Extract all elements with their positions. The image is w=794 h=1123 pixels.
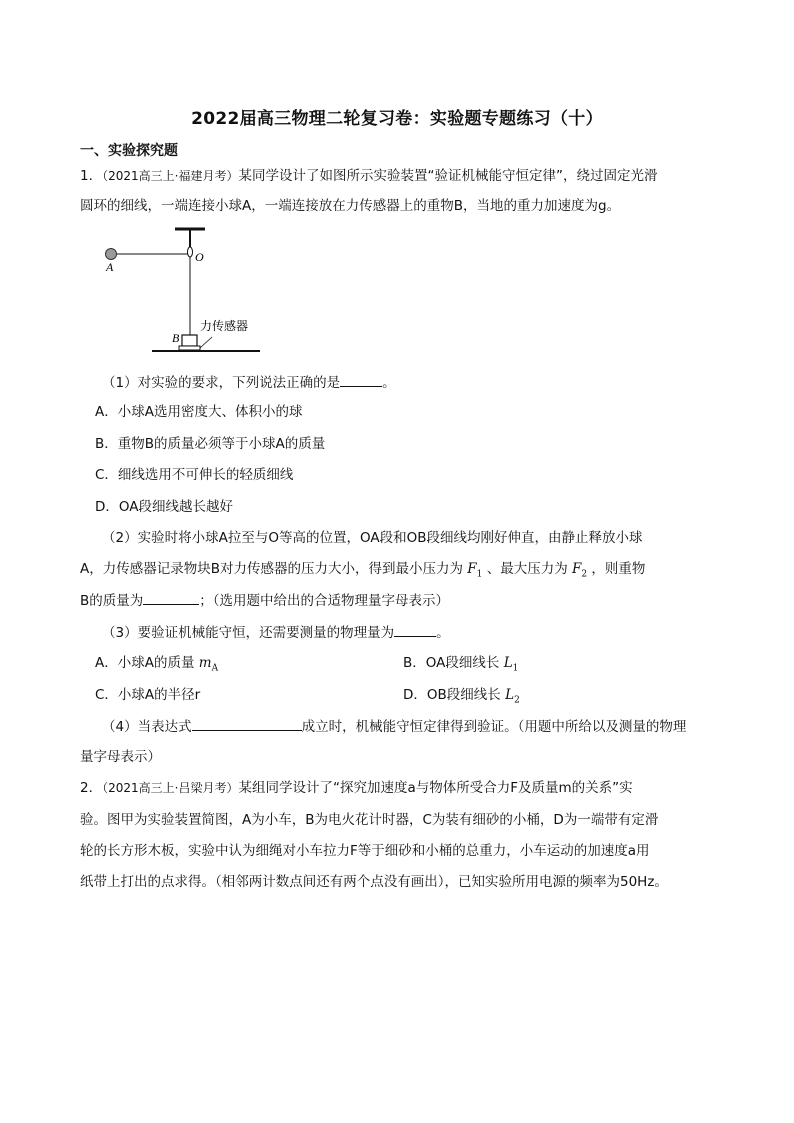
q2-stem-line-1: 2．（2021高三上·吕梁月考）某组同学设计了“探究加速度a与物体所受合力F及质量m的关系”实 [80,780,633,796]
answer-blank-4[interactable] [192,716,302,731]
q1-p3-option-c[interactable]: C．小球A的半径r [95,687,201,703]
q1-p1-option-b[interactable]: B．重物B的质量必须等于小球A的质量 [95,436,326,452]
label-sensor: 力传感器 [200,319,249,333]
label-a: A [106,260,114,274]
q1-source: （2021高三上·福建月考） [102,169,239,183]
q1-stem-line-2: 圆环的细线，一端连接小球A，一端连接放在力传感器上的重物B，当地的重力加速度为g。 [80,198,621,214]
answer-blank-2[interactable] [143,590,199,605]
q1-p1-option-d[interactable]: D．OA段细线越长越好 [95,499,234,515]
q2-stem-line-3: 轮的长方形木板，实验中认为细绳对小车拉力F等于细砂和小桶的总重力，小车运动的加速度a用 [80,843,650,859]
symbol-f1: $F_1$ [467,561,483,580]
q1-part2-line-2: A，力传感器记录物块B对力传感器的压力大小，得到最小压力为 $F_1$ 、最大压力为 $F_2$ ，则重物 [80,561,646,580]
q2-number: 2． [80,780,103,796]
q1-part1-prompt: （1）对实验的要求，下列说法正确的是 。 [102,372,396,393]
q1-stem-line-1 [80,166,657,186]
q1-part2-line-3: B的质量为 ；（选用题中给出的合适物理量字母表示） [80,590,449,611]
q2-source: （2021高三上·吕梁月考） [102,781,239,795]
q2-stem-line-2: 验。图甲为实验装置简图，A为小车，B为电火花计时器，C为装有细砂的小桶，D为一端带有定滑 [80,812,659,828]
q1-p3-option-a[interactable]: A．小球A的质量 $m_A$ [95,655,219,674]
label-o: O [195,250,204,264]
q1-part4-line-1: （4）当表达式 成立时，机械能守恒定律得到验证。（用题中所给以及测量的物理 [102,716,686,737]
symbol-f2: $F_2$ [572,561,588,580]
label-b: B [172,331,180,345]
experiment-figure [100,225,270,360]
answer-blank-1[interactable] [340,372,382,387]
q1-p3-option-d[interactable]: D．OB段细线长 $L_2$ [403,687,520,706]
ball-a-icon [106,249,117,260]
answer-blank-3[interactable] [394,622,436,637]
q1-stem-text-1: 某同学设计了如图所示实验装置“验证机械能守恒定律”，绕过固定光滑 [238,168,658,184]
q1-p1-option-c[interactable]: C．细线选用不可伸长的轻质细线 [95,467,294,483]
q1-p1-option-a[interactable]: A．小球A选用密度大、体积小的球 [95,404,303,420]
q1-part4-line-2: 量字母表示） [80,749,161,765]
q2-stem-line-4: 纸带上打出的点求得。（相邻两计数点间还有两个点没有画出），已知实验所用电源的频率为50Hz。 [80,874,668,890]
section-heading: 一、实验探究题 [80,143,178,159]
q1-part2-line-1: （2）实验时将小球A拉至与O等高的位置，OA段和OB段细线均刚好伸直，由静止释放小球 [102,530,643,546]
page-title: 2022届高三物理二轮复习卷：实验题专题练习（十） [191,109,603,129]
q1-p3-option-b[interactable]: B．OA段细线长 $L_1$ [403,655,519,674]
q1-part3-prompt: （3）要验证机械能守恒，还需要测量的物理量为 。 [102,622,450,643]
q1-number: 1． [80,168,103,184]
